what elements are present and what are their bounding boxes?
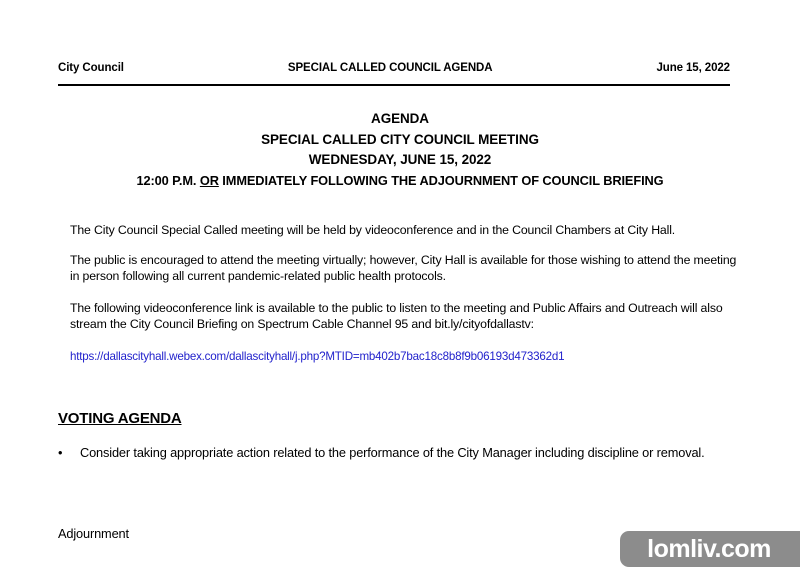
header-divider-rule: [58, 84, 730, 86]
paragraph-videoconference-info: The following videoconference link is available to the public to listen to the meeting and Public Affairs and Outreach will also stream the City Council Briefing on Spectrum Cable Channel 95 and bit.ly/cityofdallastv:: [70, 300, 723, 331]
title-line-agenda: AGENDA: [371, 111, 429, 126]
title-time-suffix: IMMEDIATELY FOLLOWING THE ADJOURNMENT OF COUNCIL BRIEFING: [218, 172, 664, 188]
bullet-point-icon: •: [58, 445, 63, 460]
meeting-title-block: [0, 109, 800, 191]
paragraph-public-attendance: The public is encouraged to attend the meeting virtually; however, City Hall is available for those wishing to attend the meeting in person following all current pandemic-related public health protocols.: [70, 252, 737, 283]
list-item: [58, 444, 748, 462]
header-left-label: City Council: [58, 62, 124, 74]
webex-meeting-link[interactable]: https://dallascityhall.webex.com/dallascityhall/j.php?MTID=mb402b7bac18c8b8f9b06193d473362d1: [70, 349, 565, 363]
watermark-badge: [620, 531, 800, 567]
list-item-text: Consider taking appropriate action related to the performance of the City Manager including discipline or removal.: [80, 445, 705, 460]
adjournment-label: Adjournment: [58, 526, 129, 541]
watermark-text: lomliv.com: [647, 534, 771, 563]
title-line-time: [0, 171, 800, 192]
header-right-date: June 15, 2022: [656, 62, 730, 74]
title-time-or: OR: [199, 172, 219, 188]
paragraph-meeting-location: The City Council Special Called meeting will be held by videoconference and in the Council Chambers at City Hall.: [70, 223, 676, 237]
title-line-meeting: SPECIAL CALLED CITY COUNCIL MEETING: [261, 131, 539, 147]
title-line-date: WEDNESDAY, JUNE 15, 2022: [308, 152, 492, 167]
document-header: [58, 62, 730, 74]
title-time-prefix: 12:00 P.M.: [136, 172, 200, 188]
document-body: [70, 222, 742, 365]
voting-agenda-list: [58, 444, 748, 462]
header-center-title: SPECIAL CALLED COUNCIL AGENDA: [287, 62, 493, 74]
voting-agenda-heading: VOTING AGENDA: [58, 410, 182, 427]
